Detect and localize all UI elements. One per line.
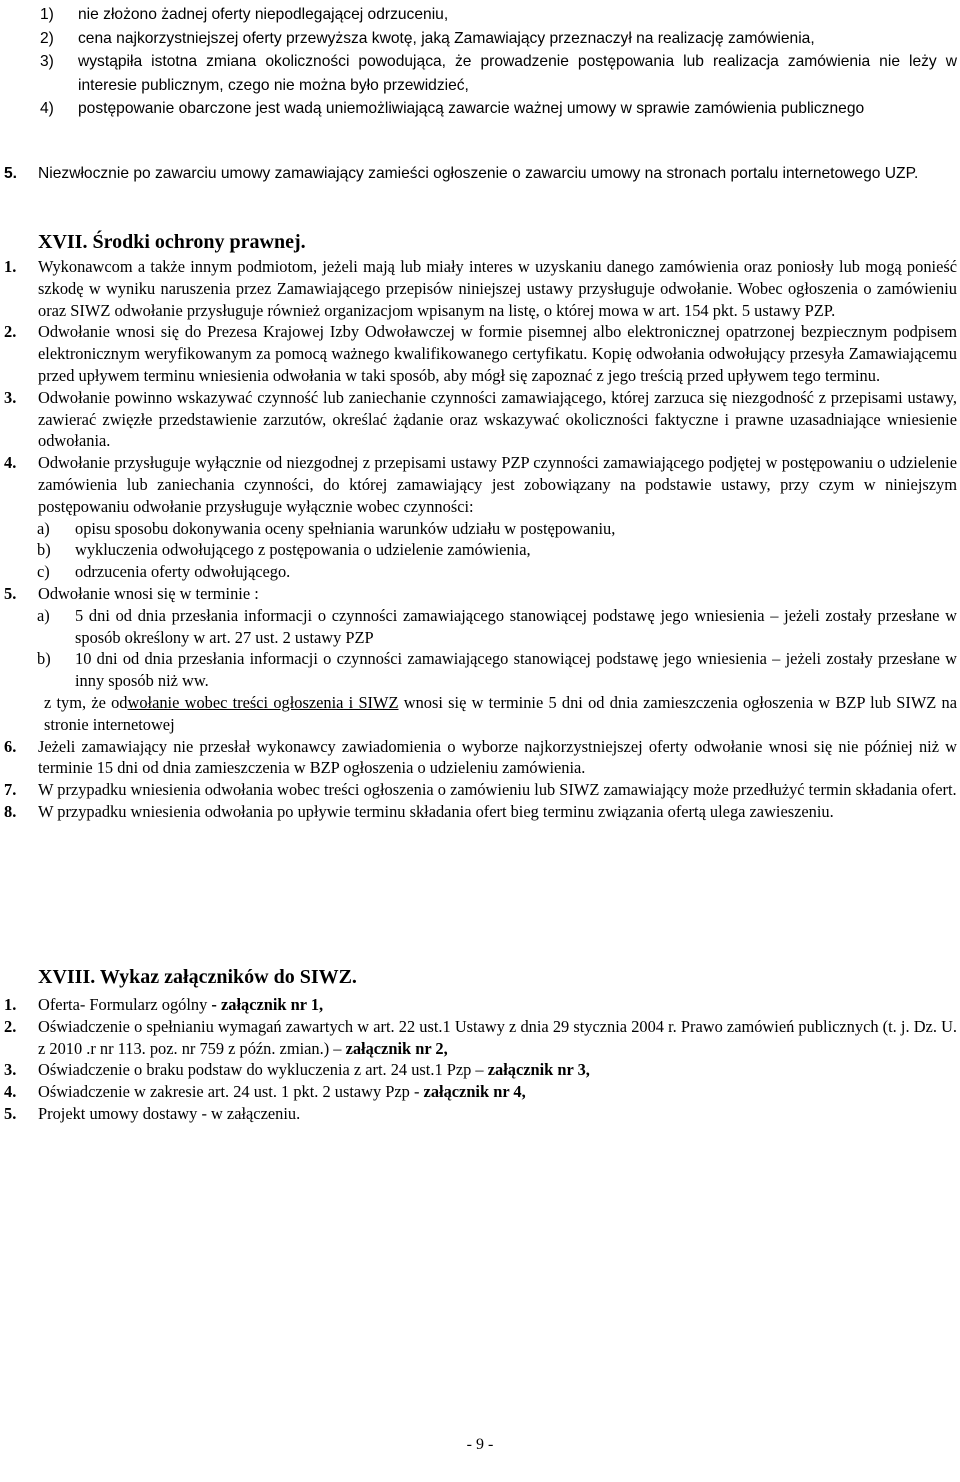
item-text: Odwołanie wnosi się do Prezesa Krajowej Izby Odwoławczej w formie pisemnej albo elektronicznej opatrzonej bezpiecznym podpisem elektronicznym weryfikowanym za pomocą ważnego kwalifikowanego certyfikatu. Kopię odwołania odwołujący przesyła Zamawiającemu przed upływem terminu wniesienia odwołania w taki sposób, aby mógł się zapoznać z jego treścią przed upływem tego terminu. <box>38 322 957 385</box>
item-text: nie złożono żadnej oferty niepodlegającej odrzuceniu, <box>78 6 449 23</box>
sub-item-text: opisu sposobu dokonywania oceny spełniania warunków udziału w postępowaniu, <box>75 518 616 538</box>
item-body <box>38 583 957 692</box>
item-number: 3) <box>40 53 54 70</box>
item-text: Odwołanie wnosi się w terminie : <box>38 583 259 603</box>
item-text: Niezwłocznie po zawarciu umowy zamawiający zamieści ogłoszenie o zawarciu umowy na stronach portalu internetowego UZP. <box>38 165 919 182</box>
item-text: W przypadku wniesienia odwołania wobec treści ogłoszenia o zamówieniu lub SIWZ zamawiający może przedłużyć termin składania ofert. <box>38 780 957 800</box>
list-item <box>4 736 957 780</box>
section-xviii-heading: XVIII. Wykaz załączników do SIWZ. <box>38 966 357 988</box>
item-text <box>38 1103 957 1125</box>
list-item <box>40 3 957 27</box>
list-item <box>4 1081 957 1103</box>
attachment-description: Oświadczenie o braku podstaw do wykluczenia z art. 24 ust.1 Pzp – <box>38 1060 488 1080</box>
item-text: Odwołanie przysługuje wyłącznie od niezgodnej z przepisami ustawy PZP czynności zamawiającego podjętej w postępowaniu o udzielenie zamówienia lub zaniechania czynności, do której zamawiający jest zobowiązany na podstawie ustawy, przy czym w niniejszym postępowaniu odwołanie przysługuje wyłącznie wobec czynności: <box>38 453 957 516</box>
list-item <box>40 50 957 97</box>
attachment-label: załącznik nr 3, <box>487 1060 590 1080</box>
list-item <box>40 97 957 121</box>
list-item <box>4 162 957 186</box>
item-text: Wykonawcom a także innym podmiotom, jeżeli mają lub miały interes w uzyskaniu danego zamówienia oraz poniosły lub mogą ponieść szkodę w wyniku naruszenia przez Zamawiającego przepisów niniejszej ustawy przysługuje odwołanie. Wobec ogłoszenia o zamówieniu oraz SIWZ odwołanie przysługuje również organizacjom wpisanym na listę, o której mowa w art. 154 pkt. 5 ustawy PZP. <box>38 257 957 320</box>
item-text: wystąpiła istotna zmiana okoliczności powodująca, że prowadzenie postępowania lub realizacja zamówienia nie leży w interesie publicznym, czego nie można było przewidzieć, <box>78 53 957 94</box>
item-number: 3. <box>4 387 17 407</box>
list-item <box>4 321 957 386</box>
section-xvi-point-5 <box>4 162 957 186</box>
item-text <box>38 1081 957 1103</box>
attachment-description: Oświadczenie o spełnianiu wymagań zawartych w art. 22 ust.1 Ustawy z dnia 29 stycznia 2004 r. Prawo zamówień publicznych (t. j. Dz. U. z 2010 .r nr 113. poz. nr 759 z późn. zmian.) – <box>38 1016 957 1058</box>
item-number: 8. <box>4 801 17 821</box>
list-item <box>4 801 957 823</box>
sub-item-text: 10 dni od dnia przesłania informacji o czynności zamawiającego stanowiącej podstawę jego wniesienia – jeżeli zostały przesłane w inny sposób niż ww. <box>75 649 957 691</box>
item-text: W przypadku wniesienia odwołania po upływie terminu składania ofert bieg terminu związania ofertą ulega zawieszeniu. <box>38 801 834 821</box>
item-number: 4. <box>4 453 17 473</box>
item-body <box>38 452 957 583</box>
item-number: 3. <box>4 1060 17 1080</box>
item-text: Odwołanie powinno wskazywać czynność lub zaniechanie czynności zamawiającego, której zarzuca się niezgodność z przepisami ustawy, zawierać zwięzłe przedstawienie zarzutów, określać żądanie oraz wskazywać okoliczności faktyczne i prawne uzasadniające wniesienie odwołania. <box>38 387 957 451</box>
sub-item-label: b) <box>37 540 51 560</box>
item-number: 7. <box>4 780 17 800</box>
item-text <box>38 994 957 1016</box>
list-item <box>4 779 957 801</box>
list-item <box>4 256 957 321</box>
item-text: postępowanie obarczone jest wadą uniemożliwiającą zawarcie ważnej umowy w sprawie zamówienia publicznego <box>78 100 865 117</box>
list-item <box>4 994 957 1016</box>
item-number: 4) <box>40 100 54 117</box>
sub-item <box>4 648 957 692</box>
item-number: 1) <box>40 6 54 23</box>
sub-item-label: a) <box>37 518 50 538</box>
list-item <box>4 583 957 692</box>
sub-item-label: a) <box>37 605 50 625</box>
attachment-label: załącznik nr 4, <box>423 1082 526 1102</box>
cancellation-conditions-list <box>40 3 957 121</box>
page-number: - 9 - <box>466 1436 494 1453</box>
item-text: Jeżeli zamawiający nie przesłał wykonawcy zawiadomienia o wyborze najkorzystniejszej oferty odwołanie wnosi się nie później niż w terminie 15 dni od dnia zamieszczenia w BZP ogłoszenia o udzieleniu zamówienia. <box>38 736 957 778</box>
item-number: 2. <box>4 322 17 342</box>
item-number: 6. <box>4 736 17 756</box>
item-text: cena najkorzystniejszej oferty przewyższa kwotę, jaką Zamawiający przeznaczył na realizację zamówienia, <box>78 29 815 47</box>
attachments-list <box>4 994 957 1125</box>
item-number: 2. <box>4 1016 17 1036</box>
item-text <box>38 1016 957 1060</box>
deadline-note <box>4 692 957 736</box>
item-number: 4. <box>4 1082 17 1102</box>
item-number: 1. <box>4 995 17 1014</box>
sub-item <box>4 561 957 583</box>
item-number: 5. <box>4 1103 17 1123</box>
item-number: 2) <box>40 29 54 47</box>
list-item <box>40 27 957 51</box>
item-number: 1. <box>4 257 17 276</box>
list-item <box>4 1059 957 1081</box>
attachment-description: Oferta- Formularz ogólny <box>38 995 212 1014</box>
list-item <box>4 1103 957 1125</box>
section-xvii-heading: XVII. Środki ochrony prawnej. <box>38 231 306 253</box>
section-xvii-body <box>4 256 957 823</box>
sub-item <box>4 539 957 561</box>
attachment-description: Projekt umowy dostawy - w załączeniu. <box>38 1103 301 1123</box>
sub-item-text: 5 dni od dnia przesłania informacji o czynności zamawiającego stanowiącej podstawę jego wniesienia – jeżeli zostały przesłane w sposób określony w art. 27 ust. 2 ustawy PZP <box>75 605 957 647</box>
list-item <box>4 387 957 452</box>
note-text-start: z tym, że od <box>44 692 128 712</box>
item-number: 5. <box>4 165 18 182</box>
note-text-underlined: wołanie wobec treści ogłoszenia i SIWZ <box>127 692 399 712</box>
sub-item-label: b) <box>37 649 51 669</box>
list-item <box>4 1016 957 1060</box>
sub-item-label: c) <box>37 562 50 582</box>
sub-item-text: odrzucenia oferty odwołującego. <box>75 562 291 582</box>
item-text <box>38 1059 957 1081</box>
attachment-description: Oświadczenie w zakresie art. 24 ust. 1 pkt. 2 ustawy Pzp - <box>38 1082 424 1102</box>
sub-item <box>4 605 957 649</box>
attachment-label: załącznik nr 2, <box>345 1038 448 1058</box>
sub-item-text: wykluczenia odwołującego z postępowania o udzielenie zamówienia, <box>75 540 531 560</box>
list-item <box>4 452 957 583</box>
attachment-label: - załącznik nr 1, <box>211 995 324 1014</box>
item-number: 5. <box>4 583 17 603</box>
note-text-end: wnosi się w terminie 5 dni od dnia zamieszczenia ogłoszenia w BZP lub SIWZ na stronie internetowej <box>44 692 957 734</box>
sub-item <box>4 518 957 540</box>
